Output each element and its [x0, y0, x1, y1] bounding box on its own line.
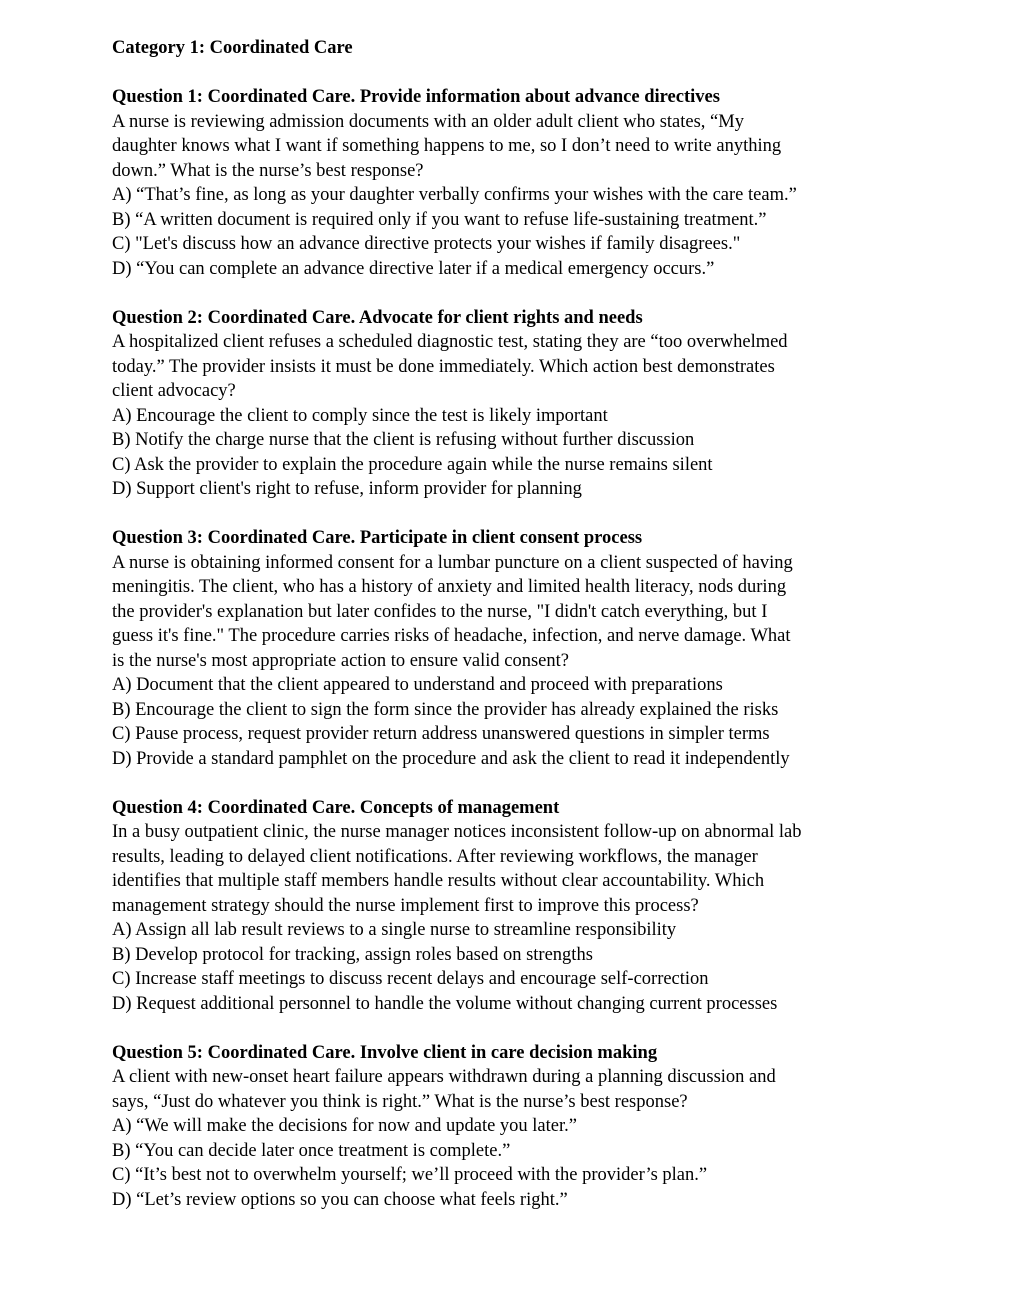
question-stem — [112, 330, 920, 404]
stem-line: management strategy should the nurse implement first to improve this process? — [112, 895, 699, 916]
stem-line: A client with new-onset heart failure appears withdrawn during a planning discussion and — [112, 1067, 776, 1087]
question-options — [112, 673, 920, 771]
option-line: C) Increase staff meetings to discuss recent delays and encourage self-correction — [112, 969, 709, 989]
option-line: B) “You can decide later once treatment is complete.” — [112, 1140, 511, 1161]
option-line: A) “We will make the decisions for now and update you later.” — [112, 1116, 577, 1136]
option-line: B) Develop protocol for tracking, assign roles based on strengths — [112, 944, 593, 965]
question-block — [112, 796, 920, 1041]
question-title: Question 2: Coordinated Care. Advocate for client rights and needs — [112, 307, 643, 328]
option-line: D) Support client's right to refuse, inform provider for planning — [112, 479, 582, 499]
question-options — [112, 404, 920, 502]
option-line: D) Provide a standard pamphlet on the procedure and ask the client to read it independently — [112, 748, 790, 769]
stem-line: guess it's fine." The procedure carries risks of headache, infection, and nerve damage. What — [112, 626, 791, 646]
question-stem — [112, 551, 920, 674]
stem-line: says, “Just do whatever you think is right.” What is the nurse’s best response? — [112, 1091, 688, 1112]
option-line: A) Document that the client appeared to understand and proceed with preparations — [112, 675, 723, 695]
stem-line: client advocacy? — [112, 381, 236, 401]
question-options — [112, 918, 920, 1016]
stem-line: results, leading to delayed client notifications. After reviewing workflows, the manager — [112, 846, 758, 867]
stem-line: down.” What is the nurse’s best response? — [112, 160, 424, 181]
question-stem — [112, 110, 920, 184]
question-title: Question 5: Coordinated Care. Involve client in care decision making — [112, 1042, 658, 1063]
stem-line: is the nurse's most appropriate action to ensure valid consent? — [112, 650, 569, 671]
option-line: A) Encourage the client to comply since the test is likely important — [112, 405, 608, 426]
question-options — [112, 1114, 920, 1212]
stem-line: the provider's explanation but later confides to the nurse, "I didn't catch everything, but I — [112, 601, 768, 622]
stem-line: meningitis. The client, who has a history of anxiety and limited health literacy, nods during — [112, 577, 787, 597]
blank-line — [112, 1016, 920, 1041]
option-line: B) Notify the charge nurse that the client is refusing without further discussion — [112, 430, 695, 450]
option-line: D) Request additional personnel to handle the volume without changing current processes — [112, 993, 778, 1014]
stem-line: A nurse is reviewing admission documents with an older adult client who states, “My — [112, 111, 744, 132]
category-title: Category 1: Coordinated Care — [112, 38, 353, 58]
stem-line: today.” The provider insists it must be done immediately. Which action best demonstrates — [112, 356, 775, 377]
question-stem — [112, 820, 920, 918]
option-line: C) “It’s best not to overwhelm yourself; we’ll proceed with the provider’s plan.” — [112, 1165, 708, 1185]
question-stem — [112, 1065, 920, 1114]
stem-line: A nurse is obtaining informed consent for a lumbar puncture on a client suspected of having — [112, 552, 793, 573]
question-block — [112, 85, 920, 306]
stem-line: identifies that multiple staff members handle results without clear accountability. Which — [112, 871, 765, 891]
questions-container — [112, 85, 920, 1237]
question-block — [112, 306, 920, 527]
blank-line — [112, 1212, 920, 1237]
stem-line: In a busy outpatient clinic, the nurse manager notices inconsistent follow-up on abnormal lab — [112, 822, 802, 842]
option-line: D) “You can complete an advance directive later if a medical emergency occurs.” — [112, 258, 715, 279]
stem-line: daughter knows what I want if something happens to me, so I don’t need to write anything — [112, 136, 782, 156]
blank-line — [112, 281, 920, 306]
option-line: B) “A written document is required only if you want to refuse life-sustaining treatment.” — [112, 209, 767, 230]
question-title: Question 1: Coordinated Care. Provide information about advance directives — [112, 87, 720, 107]
blank-line — [112, 502, 920, 527]
question-block — [112, 1041, 920, 1237]
blank-line — [112, 61, 920, 86]
option-line: A) “That’s fine, as long as your daughter verbally confirms your wishes with the care team.” — [112, 185, 797, 205]
question-block — [112, 526, 920, 796]
option-line: C) Pause process, request provider return address unanswered questions in simpler terms — [112, 724, 770, 744]
question-title: Question 3: Coordinated Care. Participate in client consent process — [112, 528, 643, 548]
stem-line: A hospitalized client refuses a scheduled diagnostic test, stating they are “too overwhelmed — [112, 332, 788, 352]
question-options — [112, 183, 920, 281]
option-line: C) "Let's discuss how an advance directive protects your wishes if family disagrees." — [112, 234, 741, 254]
question-title: Question 4: Coordinated Care. Concepts of management — [112, 797, 560, 818]
blank-line — [112, 771, 920, 796]
option-line: D) “Let’s review options so you can choose what feels right.” — [112, 1189, 568, 1210]
option-line: C) Ask the provider to explain the procedure again while the nurse remains silent — [112, 454, 713, 475]
option-line: A) Assign all lab result reviews to a single nurse to streamline responsibility — [112, 920, 677, 940]
option-line: B) Encourage the client to sign the form since the provider has already explained the risks — [112, 699, 779, 720]
